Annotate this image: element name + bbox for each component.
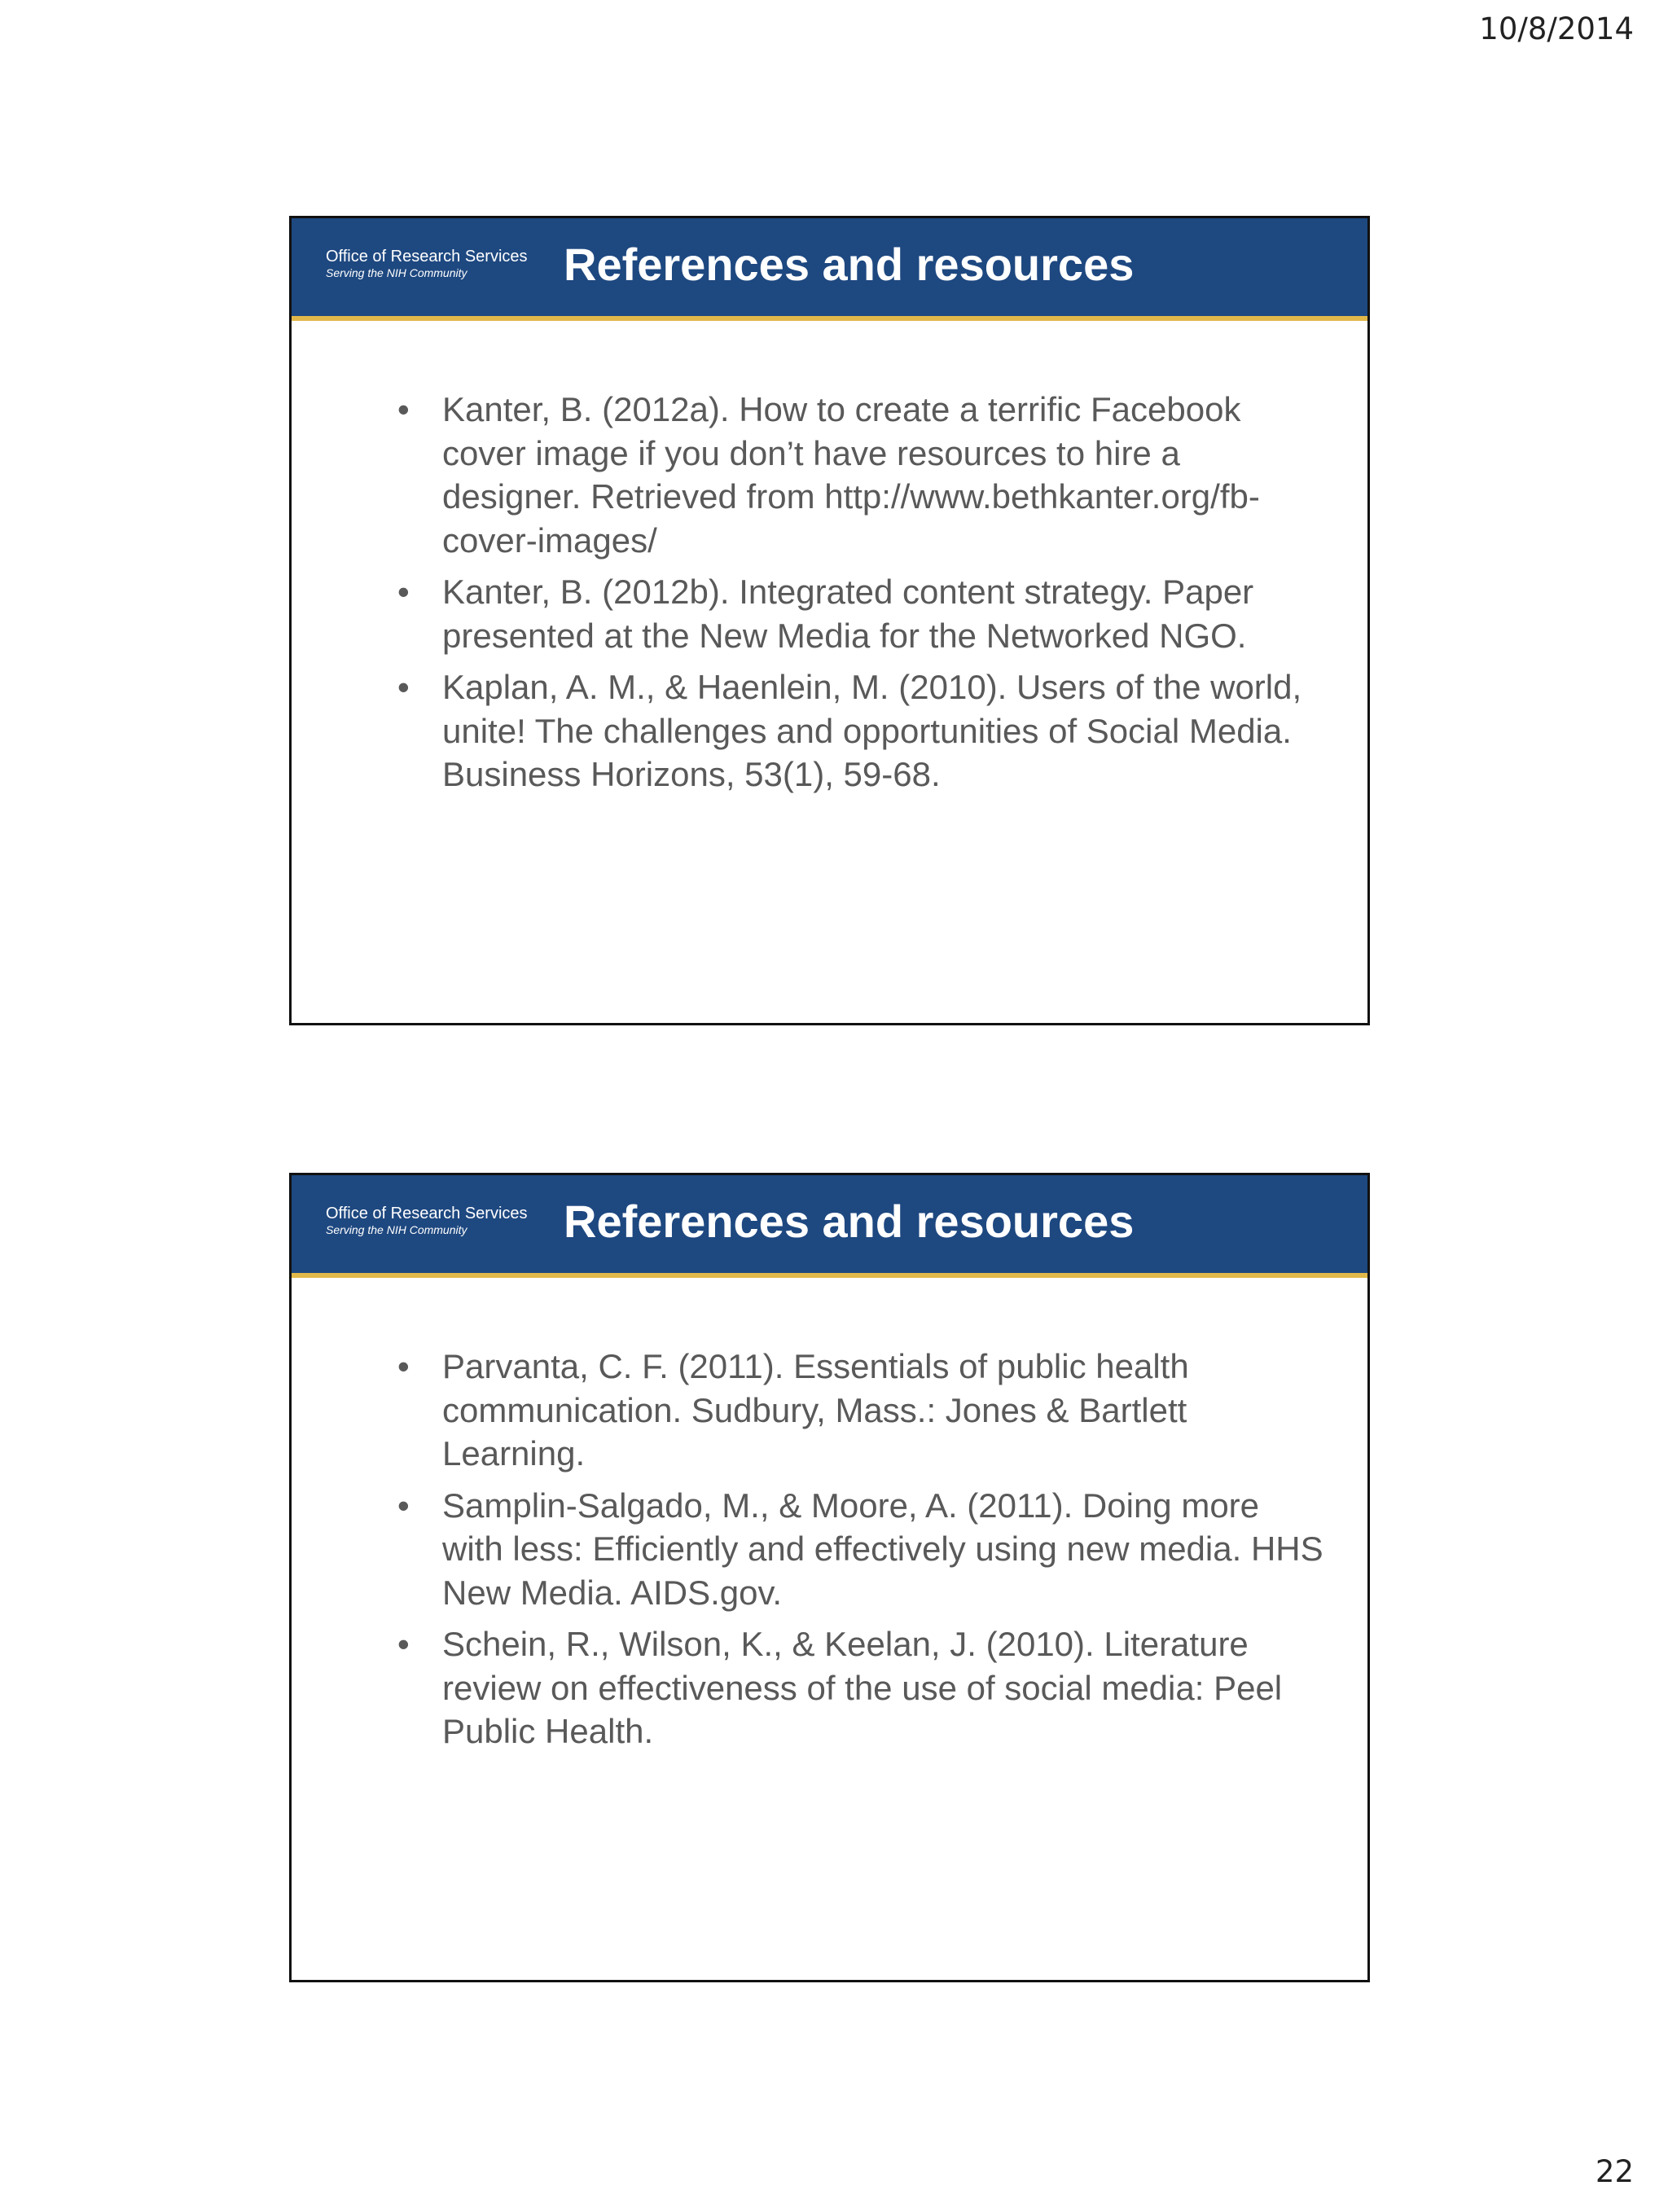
bullet-icon: • — [397, 573, 410, 611]
org-logo — [326, 248, 528, 280]
org-tagline: Serving the NIH Community — [326, 266, 467, 279]
slide-header — [292, 1175, 1367, 1278]
slide-header — [292, 218, 1367, 321]
reference-text: Kanter, B. (2012a). How to create a terrific Facebook cover image if you don’t have resources to hire a designer. Retrieved from http://www.bethkanter.org/fb-cover-images/ — [442, 390, 1260, 560]
bullet-icon: • — [397, 1347, 410, 1385]
reference-item — [397, 1484, 1326, 1615]
org-tagline: Serving the NIH Community — [326, 1223, 467, 1236]
reference-item — [397, 570, 1326, 657]
reference-item — [397, 1622, 1326, 1753]
reference-text: Kanter, B. (2012b). Integrated content strategy. Paper presented at the New Media for the Networked NGO. — [442, 573, 1254, 655]
reference-list — [397, 388, 1326, 805]
page-date: 10/8/2014 — [1479, 11, 1634, 46]
slide-title: References and resources — [564, 239, 1135, 290]
bullet-icon: • — [397, 390, 410, 428]
org-name: Office of Research Services — [326, 248, 528, 266]
bullet-icon: • — [397, 1486, 410, 1525]
org-name: Office of Research Services — [326, 1205, 528, 1222]
slide-1 — [289, 216, 1370, 1025]
page-number: 22 — [1595, 2154, 1634, 2189]
bullet-icon: • — [397, 668, 410, 706]
reference-item — [397, 665, 1326, 797]
reference-text: Kaplan, A. M., & Haenlein, M. (2010). Users of the world, unite! The challenges and opportunities of Social Media. Business Horizons, 53(1), 59-68. — [442, 668, 1302, 793]
reference-item — [397, 388, 1326, 562]
slide-title: References and resources — [564, 1196, 1135, 1247]
reference-text: Schein, R., Wilson, K., & Keelan, J. (2010). Literature review on effectiveness of the use of social media: Peel Public Health. — [442, 1625, 1283, 1750]
reference-text: Samplin-Salgado, M., & Moore, A. (2011). Doing more with less: Efficiently and effectively using new media. HHS New Media. AIDS.gov. — [442, 1486, 1323, 1612]
bullet-icon: • — [397, 1625, 410, 1663]
reference-list — [397, 1345, 1326, 1762]
reference-item — [397, 1345, 1326, 1476]
slide-2 — [289, 1173, 1370, 1982]
reference-text: Parvanta, C. F. (2011). Essentials of public health communication. Sudbury, Mass.: Jones & Bartlett Learning. — [442, 1347, 1189, 1472]
org-logo — [326, 1205, 528, 1237]
